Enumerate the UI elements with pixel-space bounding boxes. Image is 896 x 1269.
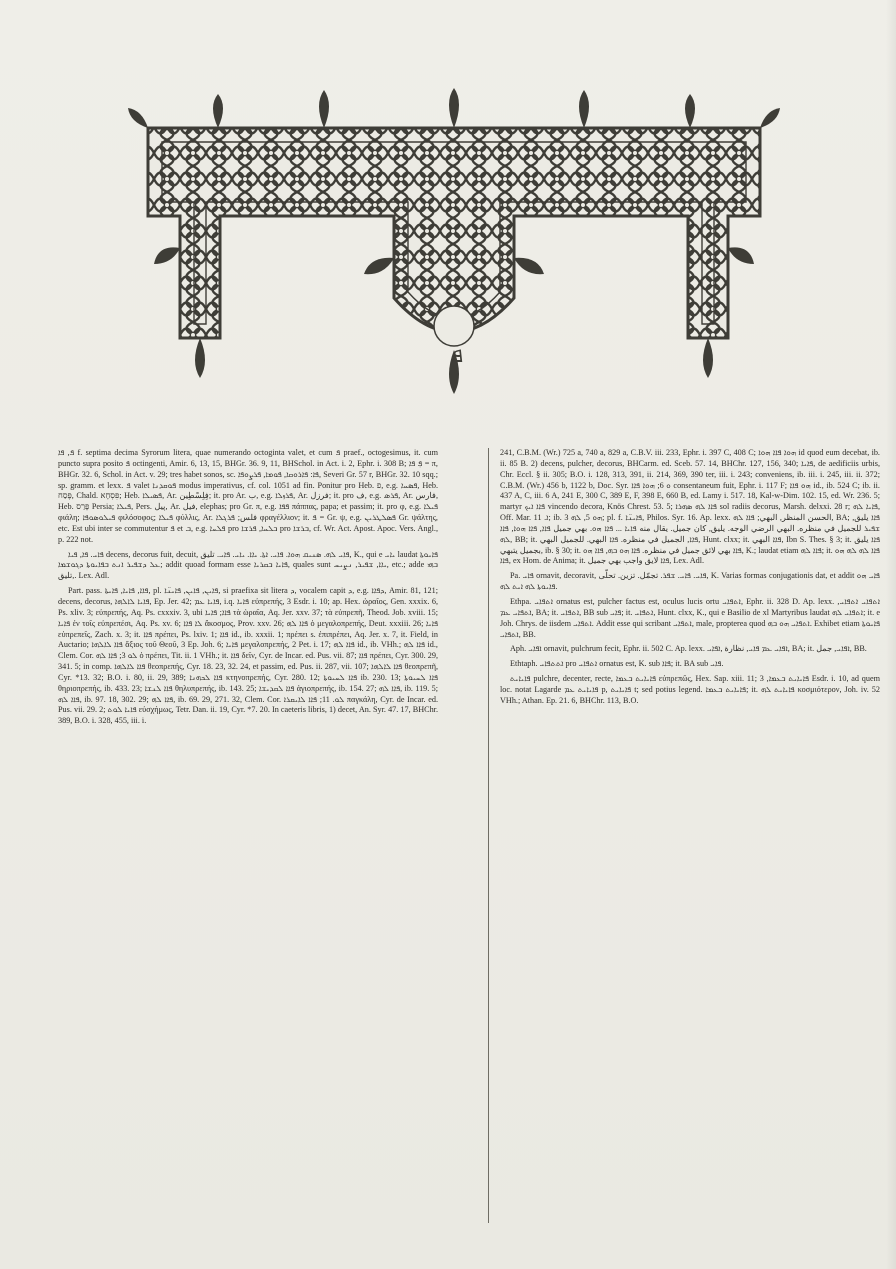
section-letter: [442, 342, 472, 368]
column-divider: [488, 448, 489, 1223]
entry-paragraph: ܦܐܝܐܝܬ pulchre, decenter, recte, ܦܐܝܐܝܬ ܒܥܡܐ εὐπρεπῶς, Hex. Sap. xiii. 11; ܦܐܝܐܝܬ ܒܥܡܐ, 3 Esdr. i. 10, ad quem loc. notat Lagarde ܦܐܝܐܝܬ ܥܡ p, ܦܐܝܐܝܬ t; sed potius legend. ܦܐܝܐܝܬ ܒܥܡܐ; it. ܦܐܝܐܝܬ ܠܗ κοσμιότερον, Joh. iv. 52 VHh.; Athan. Ep. 21. 6, BHChr. 113, B.O.: [500, 674, 880, 705]
entry-paragraph: Ethtaph. ܐܬܬܦܐܝ pro ܐܬܦܐܝ ornatus est, K. sub ܦܐܐ; it. BA sub ܦܐܝ.: [510, 659, 724, 669]
entry-paragraph: Part. pass. ܦܐܐ, ܦܐܝܐ, ܦܐܝܬܐ, pl. ܦܐܝܢ, ܦܐܝܢ, ܦܐܝܢ̈ܐ, si praefixa sit litera ܕ, vocalem capit ܕ, e.g. ܕܦܐܐ, Amir. 81, 121; decens, decorus, ܦܐܝܐ ܠܐܠܗܐ, Ep. Jer. 42; ܦܐܝܐ ܥܡ, i.q. ܦܐܝܐ εὐπρεπής, 3 Esdr. i. 10; ap. Hex. ὡραῖος, Gen. xxxix. 6, Ps. xliv. 3; εὐπρεπής, Aq. Ps. cxxxiv. 3, ubi ܦܐܐ; ܦܐܝܐ τὰ ὡραῖα, Aq. Jer. xxv. 37; τὰ εὐπρεπῆ, Theod. Job. xviii. 15; ܦܐܝܐ ἐν τοῖς εὐπρεπέσι, Aq. Ps. xv. 6; ܠܐ ܦܐܐ ἄκοσμος, Prov. xxv. 26; ܦܐܐ ܠܗ ὁ μεγαλοπρεπής, Deut. xxxiii. 26; ܦܐܝܐ εὐπρεπεῖς, Zach. x. 3; it. ܦܐܐ πρέπει, Ps. lxiv. 1; ܦܐܐ id., ib. xxxii. 1; πρέπει s. ἐπιπρέπει, Aq. Jer. x. 7, it. Field, in Auctario; ܦܐܐ ܠܐܠܗܐ ἄξιος τοῦ Θεοῦ, 3 Ep. Joh. 6; ܦܐܝܐ μεγαλοπρεπής, 2 Pet. i. 17; ܦܐܐ ܠܗ id., ib. VHh.; ܦܐܐ ܠܗ id., Clem. Cor. ܠܘ 3; ܦܐܐ ܠܗ ὁ πρέπει, Tit. ii. 1 VHh.; it. ܦܐܐ δεῖν, Cyr. de Incar. ed. Pus. vii. 87; ܦܐܐ πρέπει, Cyr. 300. 29, 341. 5; in comp. ܦܐܐ ܠܐܠܗܐ θεοπρεπής, Cyr. 18. 23, 32. 24, et passim, ed. Pus. ii. 287, vii. 107; ܦܐܐ ܠܐܠܗܐ θεοπρεπῆ, Cyr. *13. 32; B.O. i. 80, ii. 29, 389; ܦܐܐ ܠܟܗܢܐ κτηνοπρεπής, Cyr. 280. 12; ܦܐܐ ܠܚܝܘܬܐ ib. 230. 13; ܦܐܐ ܠܚܝܘܬܐ θηριοπρεπής, ib. 433. 23; ܦܐܐ ܠܢܫܐ θηλυπρεπής, ib. 143. 25; ܦܐܐ ܠܩܕܝܫܐ ἁγιοπρεπής, ib. 154. 27; ܦܐܐ ܠܗ, ib. 119. 5; ܦܐܐ ܠܗ, ib. 97. 18, 302. 29; ܦܐܐ ܠܗ, ib. 69. 29, 271. 32, Clem. Cor. ܠܘ. 11; ܦܐܐ ܠܐܝܩܪܐ παγκάλη, Cyr. de Incar. ed. Pus. vii. 29. 2; ܦܐܝܐ ܠܘܬ εὐσχήμως, Tetr. Dan. ii. 19, Cyr. *7. 20. In caeteris libris, 1) decet, An. Syr. 47. 17, BHChr. 389, B.O. i. 328, 455, iii. i.: [58, 586, 438, 726]
page-edge-shadow: [886, 0, 896, 1269]
entry-paragraph: 241, C.B.M. (Wr.) 725 a, 740 a, 829 a, C.B.V. iii. 233, Ephr. i. 397 C, 408 C; ܗܘܐ ܦܐܐ ܗܘܐ id quod eum decebat, ib. ii. 85 B. 2) decens, pulcher, decorus, BHCarm. ed. Sceb. 57. 14, BHChr. 127, 156, 340; ܦܐܝܐ, de aedificiis urbis, Chr. Eccl. § ii. 305; B.O. i. 128, 313, 391, ii. 214, 369, 390 ter, iii. i. 243; conveniens, ib. iii. i. 245, iii. ii. 372; C.B.M. (Wr.) 456 b, 1122 b, Doc. Syr. ܘ 6; ܗܘܐ ܦܐܐ consentaneum fuit, Ephr. i. 117 F; ܗܘ ܦܐܐ id., ib. 524 C; ib. ii. 437 A, C, iii. 6 A, 241 E, 300 C, 389 E, F, 398 E, 660 B, ed. Lamy i. 517. 18, Kal-w-Dim. 102. 15, ed. Wr. 236. 5; martyr ܦܐܐ ܐܝܟ vincendo decora, Knös Chrest. 53. 5; ܦܐܐ ܠܗ ܣܗܪܐ sol radiis decorus, Marsh. delxxi. 28 r; ܦܐܝܐ ܠܗ, Off. Mar. ܐ. 11; ib. ܗܘ 5, ܠܗ 3; pl. f. ܦܐܝܢ̈ܐ, Philos. Syr. 16. Ap. lexx. الحسن المنظر, البهي; ܦܐܐ ܠܗ, BA; ܦܐܐ يليق, ܫܦܝܪ للجميل في منظره. البهي الرضي الوجه. يليق, كان جميل. يقال منه ܦܐܝܐ ... ܦܐܐ ܗܘ. بهي جميل ܦܐܐ, ܦܐܐ ܗܘܐ, ܦܐܐ ܠܗ, BB; it. ܦܐܐ, الجميل في منظره. ܦܐܐ البهي. للجميل البهي, Hunt. clxx; it. ܦܐܐ البهي, Ibn S. Thes. § 3; it. ܦܐܐ يليق بجميل يتبهي, ib. § 30; it. ܦܐܐ بهي لائق جميل في منظره. ܦܐܐ ܗܘ ܒܗ, ܦܐܐ ܗܘ, K.; laudat etiam ܦܐܐ ܠܗ; it. ܦܐܐ ܠܗ ܠܗ ܗܘ ܦܐܐ, ex Hom. de Anima; it. ܦܐܐ لايق واجب بهي جميل, Lex. Adl.: [500, 448, 880, 566]
entry-paragraph: ܦܐܝ. ܦܐ, ܦܝܐ decens, decorus fuit, decuit, ܦܐܝ ܠܗ. ܣܢܝܩ ܗܘܐ. ܦܐܝ. ܐܬܐ. ܝܐܐ. ܝܐܝ. ܦܐܝ. تليق, K., qui e ܝܐܝ laudat ܦܐܝܘܬܐ ܥܠ ܕܫܦܝܪ ܐܢܬ ܒܦܐܝܘܬܐ ܕܓܘܫܡܐ; addit quoad formam esse ܦܐܝܐ ܒܩܪܝܐ, quales sunt ܝܐܐ, ܫܦܝܪ, ܢܨܝܚ, etc.; adde ܒܗܝ ,تليق. Lex. Adl.: [58, 549, 438, 581]
knotwork-headpiece: [128, 88, 780, 420]
right-column: [500, 448, 880, 1238]
entry-paragraph: Ethpa. ܐܬܦܐܝ ornatus est, pulcher factus est, oculus lucis ortu ܐܬܦܐܝ, Ephr. ii. 328 D. Ap. lexx. ܐܬܦܐܝ ܐܬܦܐܝ, ܐܬܦܐܝ ܥܡ, BA; it. ܐܬܦܐܝ, BB sub ܦܐܝ; it. ܐܬܦܐܝ, Hunt. clxx, K., qui e Basilio de xl Martyribus laudat ܐܬܦܐܝ ܠܗ; it. e Joh. Chrys. de iisdem ܐܬܦܐܝ. Addit esse qui scribant ܐܬܦܐܝ, male, propterea quod ܐܬܦܐܝ ܗܘ ܒܗ. Exhibet etiam ܦܐܝܘܬܐ ܐܬܦܐܝ, BB.: [500, 596, 880, 639]
entry-paragraph: ܦ, ܦܐ f. septima decima Syrorum litera, quae numerando octoginta valet, et cum ܦ praef., octogesimus, it. cum puncto supra posito ܦ octingenti, Amir. 6, 13, 15, BHGr. 36. 9, 11, BHSchol. in Act. i. 2, Ephr. i. 308 B; ܦ̣ ܦܐ = π, BHGr. 32. 6, Schol. in Act. v. 29; tres habet sonos, sc. ܦܐ: ܦܐܪܘܩܐ, ܦܘܡܐ, ܦܪܨܘܦܐ, Severi Gr. 57 r, BHGr. 32. 10 sqq.; sp. gramm. et lexx. ܦ valet ܦܘܩܕܢܐ modus imperativus, cf. col. 1051 ad fin. Ponitur pro Heb. פ, e.g. ܦܣܚܐ, Heb. פֶּסַח, Chald. פִּסְחָא; Heb. ܦܣܝܠܐ, Ar. فِلِسْطِين; it. pro Ar. ب, e.g. ܦܪܙܠܐ, Ar. فرزل; it. pro ف, e.g. ܦܪܣ, Ar. فارس, Heb. פָּרַס Persia; ܦܝܠܐ, Pers. پیل, Ar. فیل, elephas; pro Gr. π, e.g. ܦܦܐ πάππας, papa; et passim; it. pro φ, e.g. ܦܝܠܐ φιάλη; ܦܝܠܘܣܘܦܐ φιλόσοφος; ܦܝܠܐ φύλλις, Ar. فلس; ܦܪܓܠܐ φραγέλλιον; it. ܦ = Gr. ψ, e.g. ܦܣܠܛܪܝܢ Gr. ψάλτης, etc. Est ubi inter se commutentur ܦ et ܒ, e.g. ܦܠܚܐ pro ܒܠܚܐ, ܦܪܫܐ pro ܒܪܫܐ, cf. Wr. Act. Apost. Apoc. Vers. Angl., p. 222 not.: [58, 448, 438, 544]
left-column: [58, 448, 438, 1238]
entry-paragraph: Aph. ܐܦܐܝ ornavit, pulchrum fecit, Ephr. ii. 502 C. Ap. lexx. ܐܦܐܝ ܥܡ ܦܐܝ, نظارة ,ܐܦܐܝ, BA; it. ܐܦܐܝ, جمل, BB.: [510, 644, 867, 654]
entry-paragraph: Pa. ܦܐܝ ornavit, decoravit, ܦܐܝ. ܦܐܝ. ܫܦܪ. تجمّل. تزين. تحلّى, K. Varias formas conjugationis dat, et addit ܦܐܝ ܗܘ ܦܐܝܘܬܐ ܠܗ ܐܝܬ ܠܗ.: [500, 571, 880, 592]
section-letter-glyph: ܦ: [450, 342, 464, 367]
